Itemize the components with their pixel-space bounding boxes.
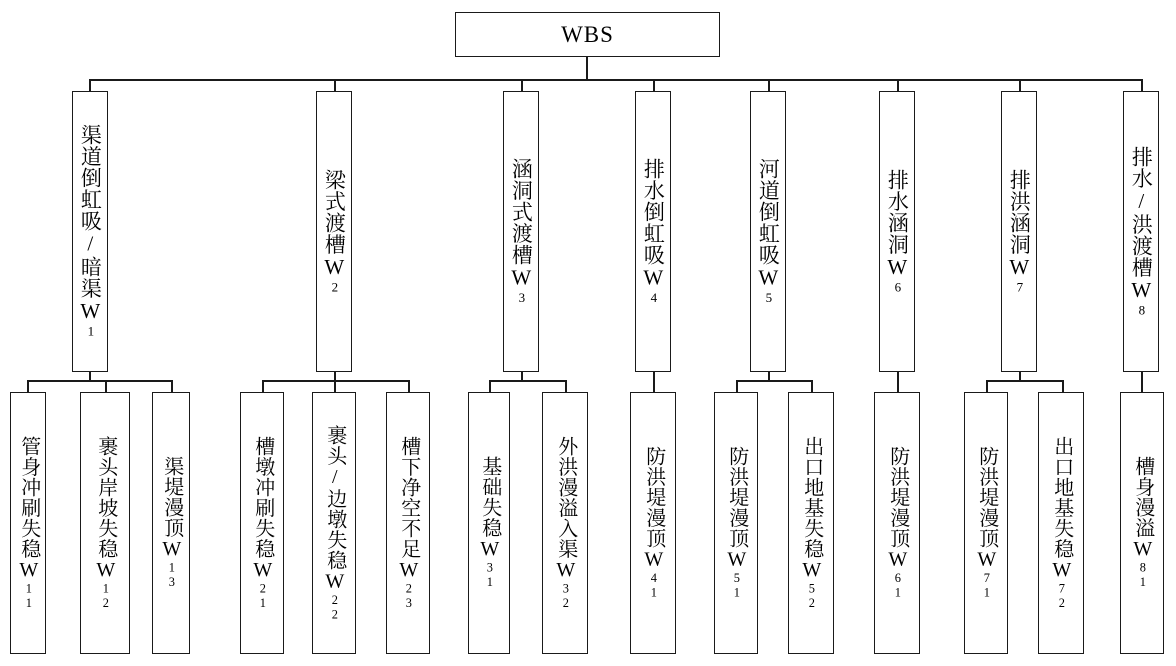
node-w12-label: 裹头岸坡失稳W12 [94, 435, 117, 611]
node-w1-label: 渠道倒虹吸/暗渠W1 [78, 124, 103, 339]
connector-drop-w1 [89, 79, 91, 91]
node-w51 [714, 392, 758, 654]
node-w22-label: 裹头/边墩失稳W22 [323, 424, 346, 622]
node-w8-label: 排水/洪渡槽W8 [1129, 145, 1154, 318]
node-w12 [80, 392, 130, 654]
node-w61 [874, 392, 920, 654]
node-w51-label: 防洪堤漫顶W51 [725, 446, 748, 600]
node-w72 [1038, 392, 1084, 654]
node-w2 [316, 91, 352, 372]
node-w6 [879, 91, 915, 372]
connector-drop-w8 [1141, 79, 1143, 91]
connector-w72-drop [1062, 380, 1064, 392]
connector-w71-drop [986, 380, 988, 392]
connector-w5-stem [768, 372, 770, 380]
node-w1 [72, 91, 108, 372]
node-w52-label: 出口地基失稳W52 [800, 435, 823, 611]
node-w71-label: 防洪堤漫顶W71 [975, 446, 998, 600]
node-w31-label: 基础失稳W31 [478, 456, 501, 590]
node-w41-label: 防洪堤漫顶W41 [642, 446, 665, 600]
connector-drop-w5 [768, 79, 770, 91]
node-w11-label: 管身冲刷失稳W11 [17, 435, 40, 611]
connector-drop-w3 [521, 79, 523, 91]
node-w21 [240, 392, 284, 654]
connector-w22-drop [334, 380, 336, 392]
connector-w8-stem [1141, 372, 1143, 392]
connector-root-stem [586, 57, 588, 79]
connector-drop-w4 [653, 79, 655, 91]
node-w32 [542, 392, 588, 654]
node-w81-label: 槽身漫溢W81 [1131, 456, 1154, 590]
node-w81 [1120, 392, 1164, 654]
node-w23-label: 槽下净空不足W23 [397, 435, 420, 611]
connector-drop-w2 [334, 79, 336, 91]
connector-level2-bus [89, 79, 1141, 81]
node-w32-label: 外洪漫溢入渠W32 [554, 435, 577, 611]
node-w11 [10, 392, 46, 654]
node-root [455, 12, 720, 57]
connector-w2-stem [334, 372, 336, 380]
node-w3 [503, 91, 539, 372]
connector-w32-drop [565, 380, 567, 392]
node-w71 [964, 392, 1008, 654]
connector-w3-stem [521, 372, 523, 380]
node-w13-label: 渠堤漫顶W13 [160, 456, 183, 590]
node-w8 [1123, 91, 1159, 372]
connector-w6-stem [897, 372, 899, 392]
connector-drop-w6 [897, 79, 899, 91]
node-w23 [386, 392, 430, 654]
connector-w21-drop [262, 380, 264, 392]
node-w4 [635, 91, 671, 372]
node-w13 [152, 392, 190, 654]
node-w21-label: 槽墩冲刷失稳W21 [251, 435, 274, 611]
node-w41 [630, 392, 676, 654]
connector-w12-drop [105, 380, 107, 392]
connector-w4-stem [653, 372, 655, 392]
connector-w1-bus [27, 380, 171, 382]
connector-w7-bus [986, 380, 1062, 382]
connector-w23-drop [408, 380, 410, 392]
node-w5-label: 河道倒虹吸W5 [756, 157, 781, 306]
connector-w7-stem [1019, 372, 1021, 380]
node-w5 [750, 91, 786, 372]
node-w4-label: 排水倒虹吸W4 [641, 157, 666, 306]
connector-w31-drop [489, 380, 491, 392]
node-w2-label: 梁式渡槽W2 [322, 168, 347, 295]
node-w31 [468, 392, 510, 654]
connector-w1-stem [89, 372, 91, 380]
connector-w3-bus [489, 380, 565, 382]
node-w22 [312, 392, 356, 654]
connector-w52-drop [811, 380, 813, 392]
node-root-label: WBS [561, 21, 614, 47]
connector-w13-drop [171, 380, 173, 392]
node-w7 [1001, 91, 1037, 372]
node-w52 [788, 392, 834, 654]
node-w61-label: 防洪堤漫顶W61 [886, 446, 909, 600]
connector-w5-bus [736, 380, 811, 382]
node-w7-label: 排洪涵洞W7 [1007, 168, 1032, 295]
connector-w11-drop [27, 380, 29, 392]
node-w72-label: 出口地基失稳W72 [1050, 435, 1073, 611]
connector-w51-drop [736, 380, 738, 392]
node-w6-label: 排水涵洞W6 [885, 168, 910, 295]
connector-drop-w7 [1019, 79, 1021, 91]
node-w3-label: 涵洞式渡槽W3 [509, 157, 534, 306]
